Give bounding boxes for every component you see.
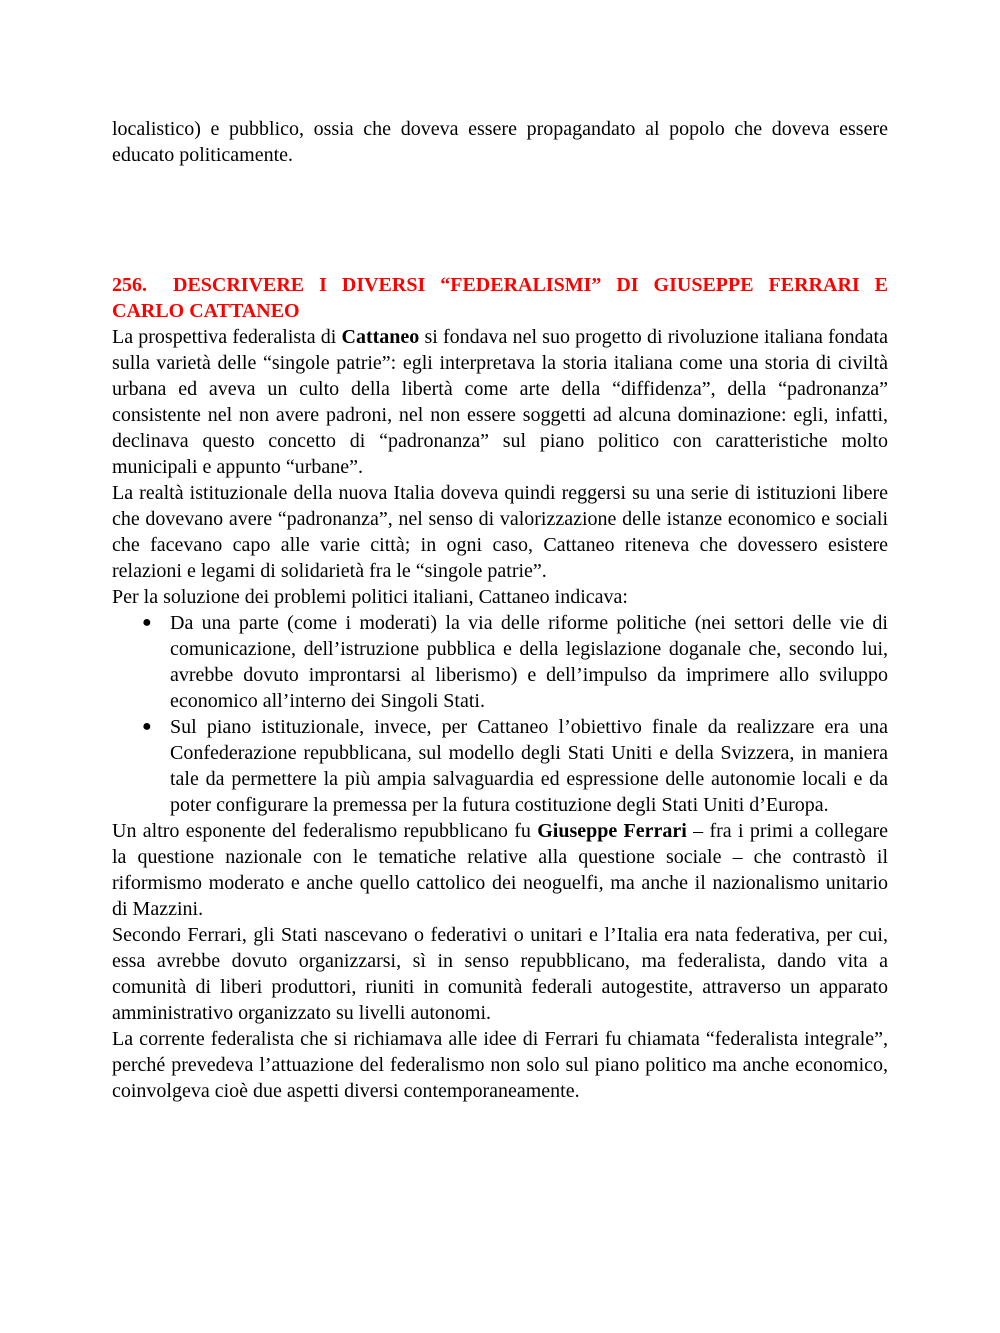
paragraph-solution-intro: Per la soluzione dei problemi politici italiani, Cattaneo indicava:	[112, 586, 628, 608]
list-item-text: Da una parte (come i moderati) la via delle riforme politiche (nei settori delle vie di comunicazione, dell’istruzione pubblica e della legislazione doganale che, secondo lui, avrebbe dovuto improntarsi al liberismo) e dell’impulso da imprimere allo sviluppo economico all’interno dei Singoli Stati.	[170, 612, 888, 712]
bullet-list	[112, 610, 888, 818]
list-item	[112, 610, 888, 714]
paragraph-ferrari-rest: – fra i primi a collegare la questione nazionale con le tematiche relative alla questione sociale – che contrastò il riformismo moderato e anche quello cattolico dei neoguelfi, ma anche il nazionalismo unitario di Mazzini.	[112, 820, 888, 920]
list-item	[112, 714, 888, 818]
bullet-icon: ●	[142, 718, 152, 735]
paragraph-cattaneo-start: La prospettiva federalista di	[112, 326, 342, 348]
cattaneo-name: Cattaneo	[341, 326, 420, 348]
list-item-text: Sul piano istituzionale, invece, per Cattaneo l’obiettivo finale da realizzare era una Confederazione repubblicana, sul modello degli Stati Uniti e della Svizzera, in maniera tale da permettere la più ampia salvaguardia ed espressione delle autonomie locali e da poter configurare la premessa per la futura costituzione degli Stati Uniti d’Europa.	[170, 716, 888, 816]
paragraph-ferrari	[112, 818, 888, 922]
paragraph-institutional-reality: La realtà istituzionale della nuova Italia doveva quindi reggersi su una serie di istituzioni libere che dovevano avere “padronanza”, nel senso di valorizzazione delle istanze economico e sociali che facevano capo alle varie città; in ogni caso, Cattaneo riteneva che dovessero esistere relazioni e legami di solidarietà fra le “singole patrie”.	[112, 482, 888, 582]
ferrari-name: Giuseppe Ferrari	[537, 820, 687, 842]
paragraph-ferrari-start: Un altro esponente del federalismo repubblicano fu	[112, 820, 538, 842]
intro-paragraph: localistico) e pubblico, ossia che doveva essere propagandato al popolo che doveva essere educato politicamente.	[112, 118, 888, 166]
bullet-icon: ●	[142, 614, 152, 631]
section-heading	[112, 272, 888, 324]
section-number: 256.	[112, 274, 147, 296]
paragraph-ferrari-states: Secondo Ferrari, gli Stati nascevano o federativi o unitari e l’Italia era nata federativa, per cui, essa avrebbe dovuto organizzarsi, sì in senso repubblicano, ma federalista, dando vita a comunità di liberi produttori, riuniti in comunità federali autogestite, attraverso un apparato amministrativo organizzato su livelli autonomi.	[112, 924, 888, 1024]
section-title: DESCRIVERE I DIVERSI “FEDERALISMI” DI GIUSEPPE FERRARI E CARLO CATTANEO	[112, 274, 888, 322]
paragraph-cattaneo-rest: si fondava nel suo progetto di rivoluzione italiana fondata sulla varietà delle “singole patrie”: egli interpretava la storia italiana come una storia di civiltà urbana ed aveva un culto della libertà come arte della “diffidenza”, della “padronanza” consistente nel non avere padroni, nel non essere soggetti ad alcuna dominazione: egli, infatti, declinava questo concetto di “padronanza” sul piano politico con caratteristiche molto municipali e appunto “urbane”.	[112, 326, 888, 478]
paragraph-cattaneo	[112, 324, 888, 480]
document-page	[112, 116, 888, 1104]
paragraph-integral-federalism: La corrente federalista che si richiamava alle idee di Ferrari fu chiamata “federalista integrale”, perché prevedeva l’attuazione del federalismo non solo sul piano politico ma anche economico, coinvolgeva cioè due aspetti diversi contemporaneamente.	[112, 1028, 888, 1102]
